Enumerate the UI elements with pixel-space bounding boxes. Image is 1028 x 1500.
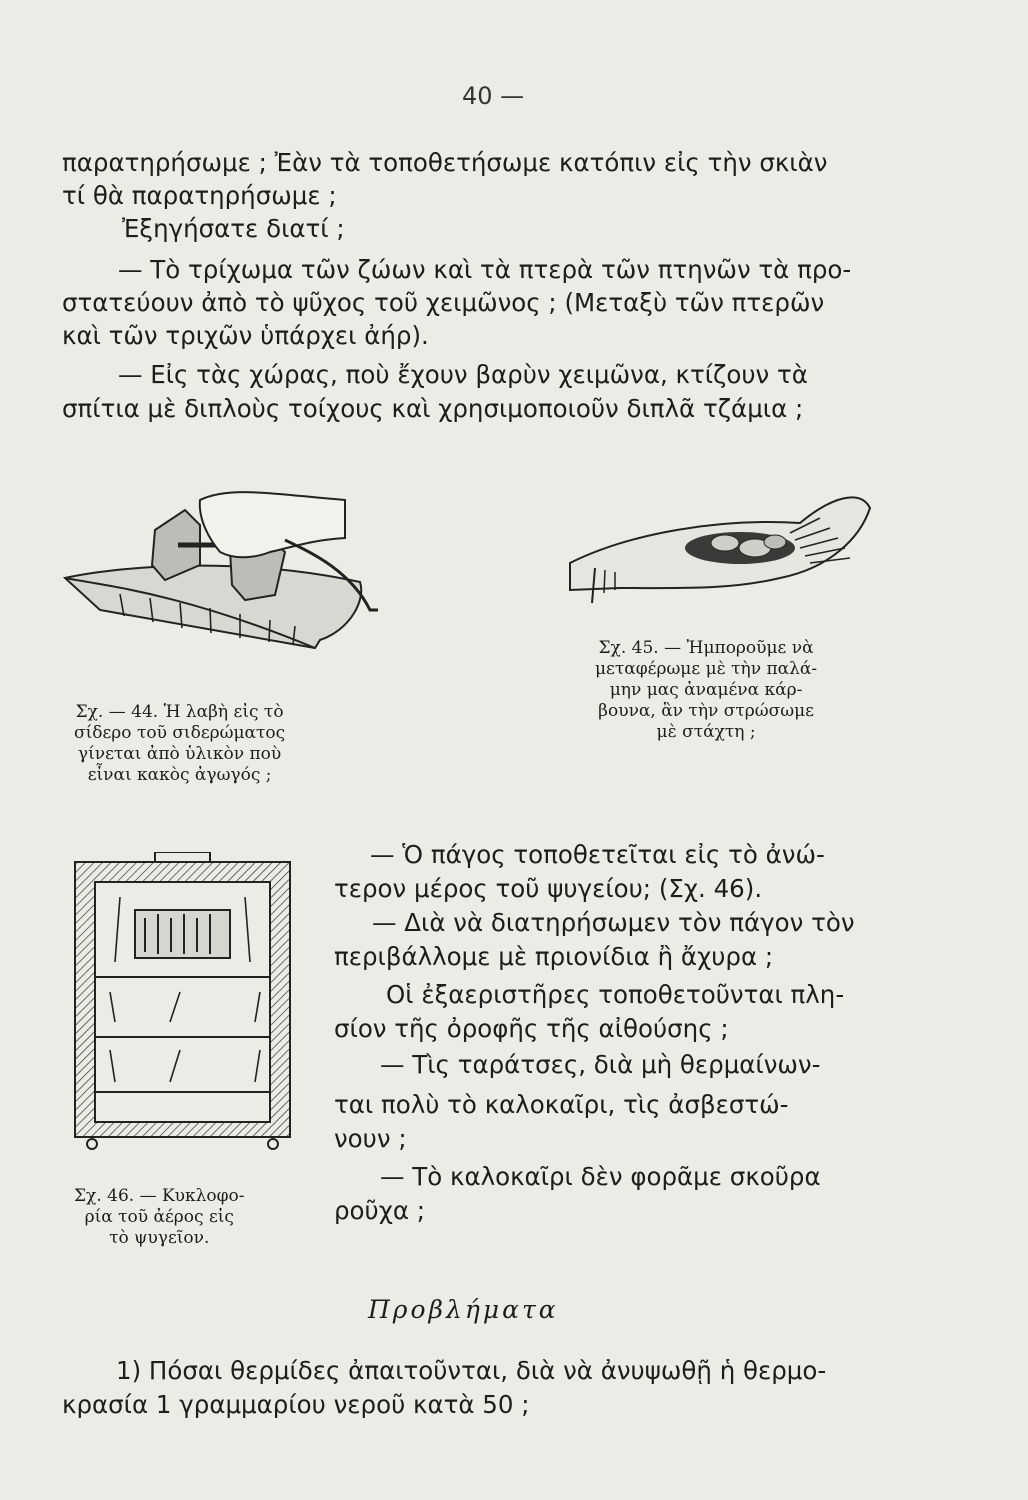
hand-holding-embers-illustration bbox=[560, 478, 880, 638]
body-line: ροῦχα ; bbox=[334, 1196, 426, 1225]
body-line: τερον μέρος τοῦ ψυγείου; (Σχ. 46). bbox=[334, 874, 763, 903]
figure-46-caption bbox=[74, 1186, 245, 1249]
body-line: — Ὁ πάγος τοποθετεῖται εἰς τὸ ἀνώ- bbox=[370, 840, 825, 869]
caption-line: ρία τοῦ ἀέρος εἰς bbox=[84, 1207, 234, 1227]
page-number: 40 — bbox=[462, 82, 525, 110]
body-line: σπίτια μὲ διπλοὺς τοίχους καὶ χρησιμοποιοῦν διπλᾶ τζάμια ; bbox=[62, 394, 804, 423]
iron-with-hand-illustration bbox=[60, 470, 390, 670]
problem-line: κρασία 1 γραμμαρίου νεροῦ κατὰ 50 ; bbox=[62, 1390, 530, 1419]
body-line: νουν ; bbox=[334, 1124, 407, 1153]
body-line: καὶ τῶν τριχῶν ὑπάρχει ἀήρ). bbox=[62, 321, 429, 350]
caption-line: εἶναι κακὸς ἀγωγός ; bbox=[87, 765, 272, 785]
caption-line: μὲ στάχτη ; bbox=[656, 722, 756, 742]
body-line: ται πολὺ τὸ καλοκαῖρι, τὶς ἀσβεστώ- bbox=[334, 1090, 789, 1119]
caption-line: μην μας ἀναμένα κάρ- bbox=[609, 680, 803, 700]
figure-45-caption bbox=[595, 638, 817, 743]
body-line: σίον τῆς ὀροφῆς τῆς αἰθούσης ; bbox=[334, 1014, 729, 1043]
body-line: Ἐξηγήσατε διατί ; bbox=[122, 214, 345, 243]
body-line: — Διὰ νὰ διατηρήσωμεν τὸν πάγον τὸν bbox=[372, 908, 855, 937]
body-line: — Τὶς ταράτσες, διὰ μὴ θερμαίνων- bbox=[380, 1050, 821, 1079]
problem-line: 1) Πόσαι θερμίδες ἀπαιτοῦνται, διὰ νὰ ἀνυψωθῇ ἡ θερμο- bbox=[116, 1356, 827, 1385]
caption-line: σίδερο τοῦ σιδερώματος bbox=[74, 723, 286, 743]
caption-line: γίνεται ἀπὸ ὑλικὸν ποὺ bbox=[77, 744, 282, 764]
caption-line: τὸ ψυγεῖον. bbox=[109, 1228, 210, 1248]
problems-heading: Προβλήματα bbox=[368, 1295, 559, 1324]
body-line: — Εἰς τὰς χώρας, ποὺ ἔχουν βαρὺν χειμῶνα, κτίζουν τὰ bbox=[118, 360, 808, 389]
icebox-air-circulation-diagram bbox=[70, 852, 295, 1152]
caption-line: Σχ. 46. — Κυκλοφο- bbox=[74, 1186, 245, 1206]
caption-line: Σχ. 45. — Ἠμποροῦμε νὰ bbox=[598, 638, 814, 658]
figure-44-caption bbox=[74, 702, 285, 786]
caption-line: βουνα, ἂν τὴν στρώσωμε bbox=[598, 701, 814, 721]
caption-line: Σχ. — 44. Ἡ λαβὴ εἰς τὸ bbox=[75, 702, 284, 722]
caption-line: μεταφέρωμε μὲ τὴν παλά- bbox=[595, 659, 818, 679]
body-line: — Τὸ τρίχωμα τῶν ζώων καὶ τὰ πτερὰ τῶν πτηνῶν τὰ προ- bbox=[118, 255, 852, 284]
body-line: — Τὸ καλοκαῖρι δὲν φορᾶμε σκοῦρα bbox=[380, 1162, 821, 1191]
body-line: Οἱ ἐξαεριστῆρες τοποθετοῦνται πλη- bbox=[386, 980, 845, 1009]
body-line: τί θὰ παρατηρήσωμε ; bbox=[62, 181, 337, 210]
body-line: στατεύουν ἀπὸ τὸ ψῦχος τοῦ χειμῶνος ; (Μεταξὺ τῶν πτερῶν bbox=[62, 288, 825, 317]
body-line: περιβάλλομε μὲ πριονίδια ἢ ἄχυρα ; bbox=[334, 942, 774, 971]
body-line: παρατηρήσωμε ; Ἐὰν τὰ τοποθετήσωμε κατόπιν εἰς τὴν σκιὰν bbox=[62, 148, 828, 177]
